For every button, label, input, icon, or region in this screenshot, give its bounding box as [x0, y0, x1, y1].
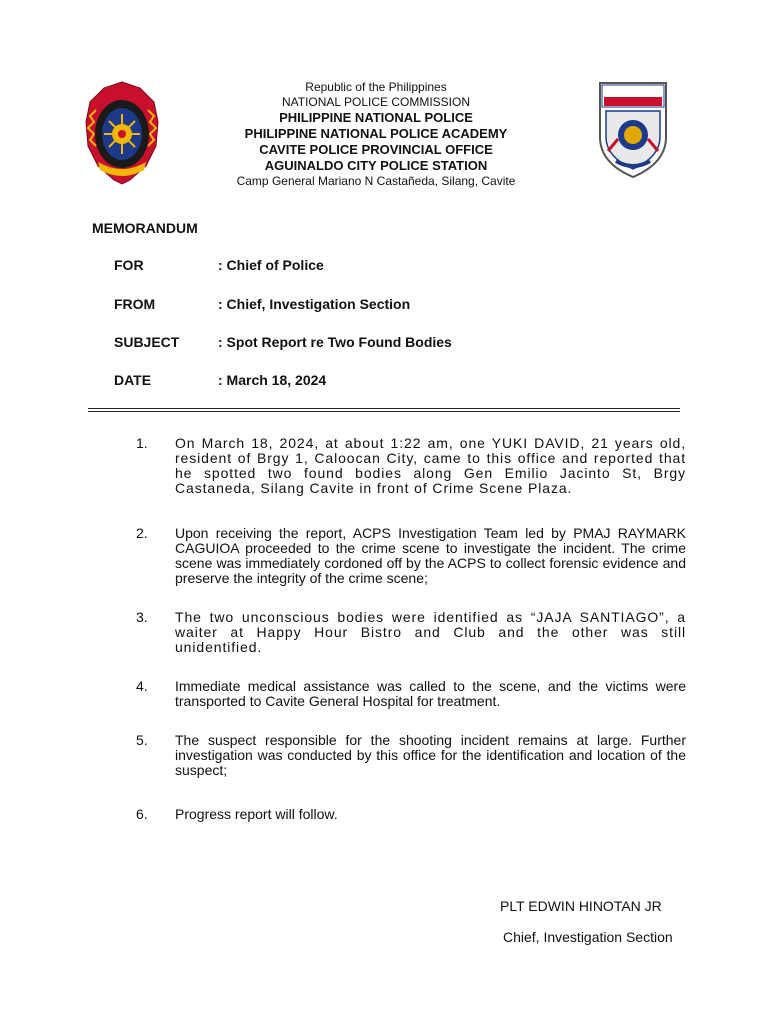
list-item-number: 6. — [136, 806, 148, 822]
divider-rule-top — [88, 408, 680, 409]
list-item-text: Immediate medical assistance was called to the scene, and the victims were transported to Cavite General Hospital for treatment. — [175, 678, 686, 709]
memo-label-date: DATE — [114, 372, 152, 388]
memo-row-date — [114, 372, 327, 388]
memo-label-for: FOR — [114, 257, 144, 273]
signatory-name: PLT EDWIN HINOTAN JR — [500, 898, 662, 914]
aguinaldo-police-badge-icon — [596, 79, 670, 179]
memo-row-subject — [114, 334, 452, 350]
list-item-number: 5. — [136, 732, 148, 748]
list-item-number: 1. — [136, 435, 148, 451]
memo-label-subject: SUBJECT — [114, 334, 180, 350]
memo-value-subject: : Spot Report re Two Found Bodies — [218, 334, 452, 350]
letterhead-pnp: PHILIPPINE NATIONAL POLICE — [279, 110, 473, 125]
memo-value-date: : March 18, 2024 — [218, 372, 327, 388]
letterhead-republic: Republic of the Philippines — [305, 80, 447, 94]
memo-row-from — [114, 296, 411, 312]
letterhead-address: Camp General Mariano N Castañeda, Silang, Cavite — [236, 174, 516, 188]
list-item-number: 4. — [136, 678, 148, 694]
list-item-text: Upon receiving the report, ACPS Investigation Team led by PMAJ RAYMARK CAGUIOA proceeded to the crime scene to investigate the incident. The crime scene was immediately cordoned off by the ACPS to collect forensic evidence and preserve the integrity of the crime scene; — [175, 525, 686, 586]
letterhead — [190, 80, 562, 189]
memo-value-for: : Chief of Police — [218, 257, 324, 273]
memo-title: MEMORANDUM — [92, 220, 198, 236]
divider-rule-bottom — [88, 411, 680, 412]
list-item-number: 3. — [136, 609, 148, 625]
pnp-seal-icon — [84, 80, 160, 186]
letterhead-station: AGUINALDO CITY POLICE STATION — [264, 158, 488, 173]
list-item-number: 2. — [136, 525, 148, 541]
signatory-title: Chief, Investigation Section — [503, 929, 673, 945]
list-item-text: On March 18, 2024, at about 1:22 am, one YUKI DAVID, 21 years old, resident of Brgy 1, Caloocan City, came to this office and reported that he spotted two found bodies along Gen Emilio Jacinto St, Brgy Castaneda, Silang Cavite in front of Crime Scene Plaza. — [175, 435, 686, 496]
letterhead-provincial-office: CAVITE POLICE PROVINCIAL OFFICE — [259, 142, 493, 157]
list-item-text: Progress report will follow. — [175, 806, 338, 822]
memo-row-for — [114, 257, 324, 273]
letterhead-pnpa: PHILIPPINE NATIONAL POLICE ACADEMY — [244, 126, 508, 141]
list-item-text: The suspect responsible for the shooting incident remains at large. Further investigation was conducted by this office for the identification and location of the suspect; — [175, 732, 686, 778]
memo-label-from: FROM — [114, 296, 156, 312]
letterhead-napolcom: NATIONAL POLICE COMMISSION — [281, 95, 471, 109]
memo-value-from: : Chief, Investigation Section — [218, 296, 411, 312]
list-item-text: The two unconscious bodies were identified as “JAJA SANTIAGO”, a waiter at Happy Hour Bistro and Club and the other was still unidentified. — [175, 609, 686, 655]
